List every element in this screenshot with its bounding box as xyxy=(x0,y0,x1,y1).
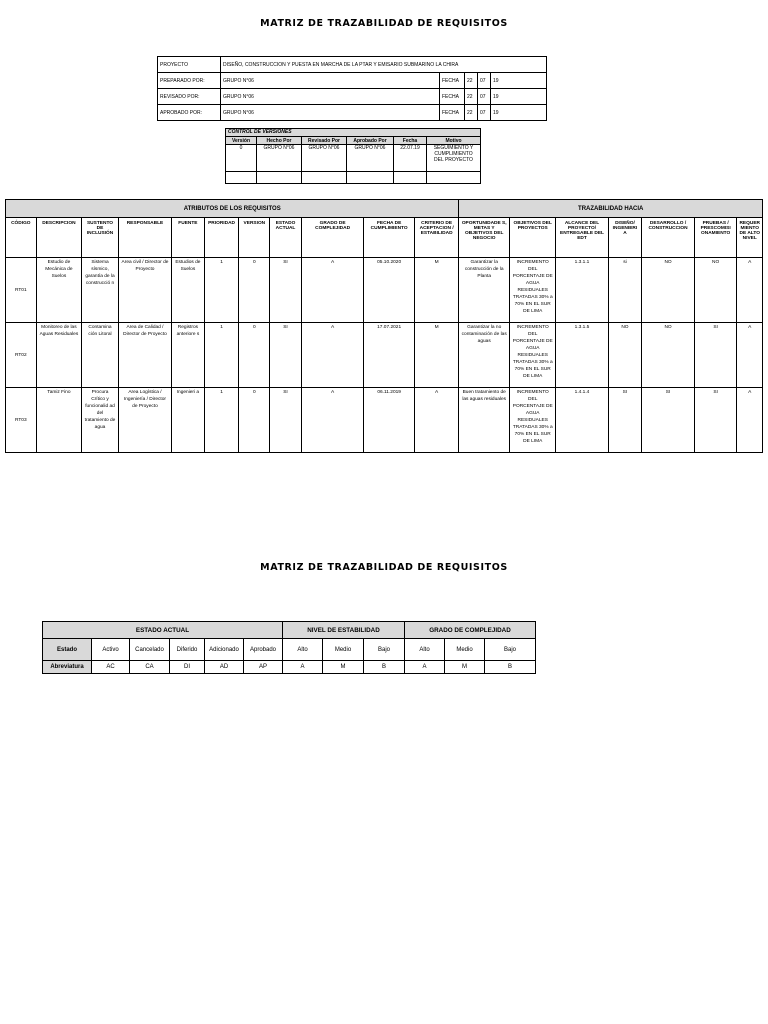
table-cell: Sistema sísmico, garantía de la construcció n xyxy=(82,258,119,323)
table-cell: M xyxy=(414,258,459,323)
legend-group-row xyxy=(43,622,536,639)
column-header: ALCANCE DEL PROYECTO/ ENTREGABLE DEL EDT xyxy=(556,218,608,258)
legend-abrev: CA xyxy=(130,661,170,674)
reviewed-day: 22 xyxy=(465,89,478,105)
table-cell: Estudios de Suelos xyxy=(172,258,205,323)
legend-abrev: M xyxy=(445,661,485,674)
table-cell: M xyxy=(414,323,459,388)
empty-cell xyxy=(226,172,257,184)
table-cell: SI xyxy=(270,388,302,453)
prepared-value: GRUPO N°06 xyxy=(221,73,440,89)
table-cell: Buen tratamiento de las aguas residuales xyxy=(459,388,510,453)
table-cell: Garantizar la no contaminación de las aguas xyxy=(459,323,510,388)
column-header: DESARROLLO / CONSTRUCCION xyxy=(642,218,694,258)
table-cell: A xyxy=(737,388,763,453)
table-cell: SI xyxy=(270,258,302,323)
table-cell: 0 xyxy=(239,388,270,453)
legend-value: Bajo xyxy=(364,639,405,661)
approved-by-cell: GRUPO N°06 xyxy=(347,145,394,172)
traceability-group-header: TRAZABILIDAD HACIA xyxy=(459,200,763,218)
table-cell: Estudio de Mecánica de Suelos xyxy=(36,258,82,323)
approved-label: APROBADO POR: xyxy=(158,105,221,121)
table-cell: 1 xyxy=(204,323,239,388)
table-cell: SI xyxy=(270,323,302,388)
table-cell: 05.10.2020 xyxy=(364,258,414,323)
matrix-group-row xyxy=(6,200,763,218)
empty-cell xyxy=(427,172,481,184)
table-cell: 1.3.1.1 xyxy=(556,258,608,323)
legend-complejidad-header: GRADO DE COMPLEJIDAD xyxy=(405,622,536,639)
legend-value: Diferido xyxy=(170,639,205,661)
requirement-code: RT03 xyxy=(6,388,37,453)
date-cell: 22.07.19 xyxy=(394,145,427,172)
approved-day: 22 xyxy=(465,105,478,121)
version-control-caption: CONTROL DE VERSIONES xyxy=(226,129,481,137)
legend-estado-label: Estado xyxy=(43,639,92,661)
table-cell: Ingenieri a xyxy=(172,388,205,453)
page-title: MATRIZ DE TRAZABILIDAD DE REQUISITOS xyxy=(260,18,508,29)
project-label: PROYECTO xyxy=(158,57,221,73)
table-cell: 1.4.1.4 xyxy=(556,388,608,453)
table-cell: A xyxy=(737,258,763,323)
reviewed-year: 19 xyxy=(491,89,547,105)
table-cell: A xyxy=(301,323,364,388)
table-cell: INCREMENTO DEL PORCENTAJE DE AGUA RESIDUALES TRATADAS 30% a 70% EN EL SUR DE LIMA xyxy=(510,323,556,388)
project-info-table xyxy=(157,56,547,121)
table-cell: NO xyxy=(642,323,694,388)
table-cell: A xyxy=(301,258,364,323)
table-cell: SI xyxy=(694,323,737,388)
table-cell: NO xyxy=(608,323,642,388)
legend-value: Cancelado xyxy=(130,639,170,661)
approved-month: 07 xyxy=(478,105,491,121)
legend-estabilidad-header: NIVEL DE ESTABILIDAD xyxy=(283,622,405,639)
approved-by-header: Aprobado Por xyxy=(347,137,394,145)
table-cell: NO xyxy=(694,258,737,323)
legend-abrev: AC xyxy=(92,661,130,674)
legend-abrev: B xyxy=(485,661,536,674)
approved-year: 19 xyxy=(491,105,547,121)
legend-abrev: A xyxy=(283,661,323,674)
legend-abrev: AD xyxy=(205,661,244,674)
prepared-row xyxy=(158,73,547,89)
legend-estado-header: ESTADO ACTUAL xyxy=(43,622,283,639)
table-cell: 17.07.2021 xyxy=(364,323,414,388)
legend-abrev: AP xyxy=(244,661,283,674)
prepared-label: PREPARADO POR: xyxy=(158,73,221,89)
column-header: OBJETIVOS DEL PROYECTOS xyxy=(510,218,556,258)
table-cell: 0 xyxy=(239,258,270,323)
version-cell: 0 xyxy=(226,145,257,172)
table-cell: A xyxy=(414,388,459,453)
column-header: SUSTENTO DE INCLUSIÓN xyxy=(82,218,119,258)
legend-abrev: M xyxy=(323,661,364,674)
table-cell: SI xyxy=(642,388,694,453)
legend-value: Bajo xyxy=(485,639,536,661)
legend-abrev-label: Abreviatura xyxy=(43,661,92,674)
version-empty-row xyxy=(226,172,481,184)
empty-cell xyxy=(302,172,347,184)
column-header: OPORTUNIDADE S, METAS Y OBJETIVOS DEL NEGOCIO xyxy=(459,218,510,258)
table-row xyxy=(6,323,763,388)
column-header: ESTADO ACTUAL xyxy=(270,218,302,258)
reviewed-month: 07 xyxy=(478,89,491,105)
made-by-cell: GRUPO N°06 xyxy=(257,145,302,172)
table-cell: SI xyxy=(608,388,642,453)
reason-cell: SEGUIMIENTO Y CUMPLIMIENTO DEL PROYECTO xyxy=(427,145,481,172)
matrix-header-row xyxy=(6,218,763,258)
version-control-table xyxy=(225,128,481,184)
table-cell: Monitoreo de las Aguas Residuales xyxy=(36,323,82,388)
table-cell: Registros anteriore s xyxy=(172,323,205,388)
table-cell: 06.11.2019 xyxy=(364,388,414,453)
table-row xyxy=(6,388,763,453)
date-header: Fecha xyxy=(394,137,427,145)
table-cell: INCREMENTO DEL PORCENTAJE DE AGUA RESIDUALES TRATADAS 30% a 70% EN EL SUR DE LIMA xyxy=(510,258,556,323)
reviewed-date-label: FECHA xyxy=(440,89,465,105)
made-by-header: Hecho Por xyxy=(257,137,302,145)
legend-value: Adicionado xyxy=(205,639,244,661)
column-header: CRITERIO DE ACEPTACION / ESTABILIDAD xyxy=(414,218,459,258)
legend-abrev: B xyxy=(364,661,405,674)
column-header: PRUEBAS / PRESCOMISI ONAMIENTO xyxy=(694,218,737,258)
table-cell: 1.3.1.5 xyxy=(556,323,608,388)
table-cell: Area de Calidad / Director de Proyecto xyxy=(118,323,171,388)
table-cell: INCREMENTO DEL PORCENTAJE DE AGUA RESIDUALES TRATADAS 30% a 70% EN EL SUR DE LIMA xyxy=(510,388,556,453)
legend-abrev-row xyxy=(43,661,536,674)
table-cell: Garantizar la construcción de la Planta xyxy=(459,258,510,323)
table-cell: NO xyxy=(642,258,694,323)
table-cell: A xyxy=(737,323,763,388)
page-title-2: MATRIZ DE TRAZABILIDAD DE REQUISITOS xyxy=(260,562,508,573)
table-cell: Procura Crítico y funcionalid ad del tratamiento de agua xyxy=(82,388,119,453)
legend-value: Activo xyxy=(92,639,130,661)
prepared-month: 07 xyxy=(478,73,491,89)
attributes-group-header: ATRIBUTOS DE LOS REQUISITOS xyxy=(6,200,459,218)
requirement-code: RT01 xyxy=(6,258,37,323)
column-header: CÓDIGO xyxy=(6,218,37,258)
column-header: REQUER MIENTO DE ALTO NIVEL xyxy=(737,218,763,258)
reviewed-by-header: Revisado Por xyxy=(302,137,347,145)
version-header: Versión xyxy=(226,137,257,145)
reviewed-row xyxy=(158,89,547,105)
column-header: FECHA DE CUMPLIMIENTO xyxy=(364,218,414,258)
requirement-code: RT02 xyxy=(6,323,37,388)
prepared-day: 22 xyxy=(465,73,478,89)
legend-abrev: DI xyxy=(170,661,205,674)
legend-values-row xyxy=(43,639,536,661)
legend-table xyxy=(42,621,536,674)
version-row xyxy=(226,145,481,172)
table-cell: 1 xyxy=(204,388,239,453)
prepared-date-label: FECHA xyxy=(440,73,465,89)
table-cell: si xyxy=(608,258,642,323)
table-cell: Tamiz Fino xyxy=(36,388,82,453)
project-value: DISEÑO, CONSTRUCCION Y PUESTA EN MARCHA DE LA PTAR Y EMISARIO SUBMARINO LA CHIRA xyxy=(221,57,547,73)
column-header: GRADO DE COMPLEJIDAD xyxy=(301,218,364,258)
table-cell: SI xyxy=(694,388,737,453)
column-header: RESPONSABLE xyxy=(118,218,171,258)
column-header: DISEÑO/ INGENIERI A xyxy=(608,218,642,258)
reviewed-value: GRUPO N°06 xyxy=(221,89,440,105)
legend-value: Medio xyxy=(323,639,364,661)
column-header: VERSION xyxy=(239,218,270,258)
approved-date-label: FECHA xyxy=(440,105,465,121)
table-cell: 1 xyxy=(204,258,239,323)
approved-value: GRUPO N°06 xyxy=(221,105,440,121)
empty-cell xyxy=(394,172,427,184)
prepared-year: 19 xyxy=(491,73,547,89)
legend-value: Alto xyxy=(283,639,323,661)
table-cell: Area civil / Director de Proyecto xyxy=(118,258,171,323)
reason-header: Motivo xyxy=(427,137,481,145)
empty-cell xyxy=(347,172,394,184)
approved-row xyxy=(158,105,547,121)
table-cell: Area Logística / Ingeniería / Director de Proyecto xyxy=(118,388,171,453)
table-cell: A xyxy=(301,388,364,453)
legend-abrev: A xyxy=(405,661,445,674)
empty-cell xyxy=(257,172,302,184)
table-cell: 0 xyxy=(239,323,270,388)
column-header: PRIORIDAD xyxy=(204,218,239,258)
column-header: FUENTE xyxy=(172,218,205,258)
reviewed-by-cell: GRUPO N°06 xyxy=(302,145,347,172)
table-cell: Contamina ción Litoral xyxy=(82,323,119,388)
legend-value: Medio xyxy=(445,639,485,661)
version-header-row xyxy=(226,137,481,145)
matrix-body xyxy=(6,258,763,453)
project-row xyxy=(158,57,547,73)
column-header: DESCRIPCION xyxy=(36,218,82,258)
traceability-matrix xyxy=(5,199,763,453)
reviewed-label: REVISADO POR: xyxy=(158,89,221,105)
legend-value: Aprobado xyxy=(244,639,283,661)
table-row xyxy=(6,258,763,323)
legend-value: Alto xyxy=(405,639,445,661)
